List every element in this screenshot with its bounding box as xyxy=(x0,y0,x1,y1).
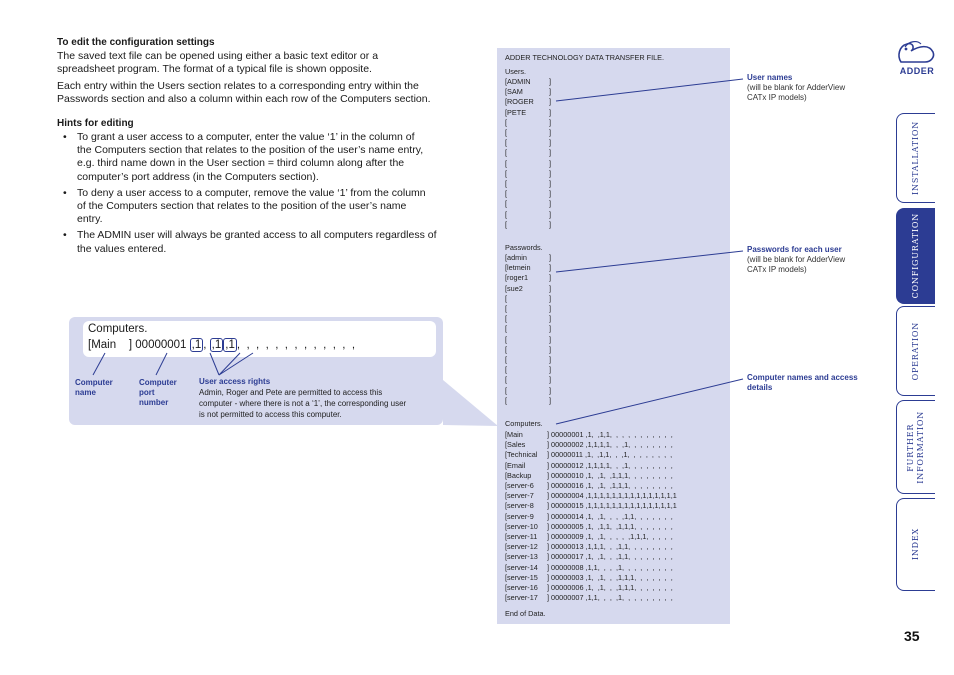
closing-bracket: ] xyxy=(548,263,551,273)
tab-further-information[interactable] xyxy=(896,400,935,494)
user-entry-value: [ADMIN xyxy=(505,77,531,86)
user-entry-value: [ xyxy=(505,219,508,229)
closing-bracket: ] xyxy=(548,314,551,324)
adder-logo-text: ADDER xyxy=(899,66,935,76)
password-entry-value: [ xyxy=(505,365,508,375)
text-line: The saved text file can be opened using either a basic text editor or a xyxy=(57,50,379,62)
tab-label: CONFIGURATION xyxy=(911,213,920,299)
closing-bracket: ] xyxy=(548,283,551,293)
closing-bracket: ] xyxy=(548,209,551,219)
text-line: the values entered. xyxy=(77,242,167,255)
section-heading-edit: To edit the configuration settings xyxy=(57,37,215,48)
tab-label: INSTALLATION xyxy=(911,121,920,195)
callout-row-suffix: , , , , , , , , , , , , , xyxy=(236,339,356,351)
user-entry-value: [PETE xyxy=(505,107,527,117)
file-end: End of Data. xyxy=(505,609,546,618)
tab-configuration[interactable] xyxy=(896,208,935,304)
label-line: number xyxy=(139,398,169,407)
password-entry-value: [ xyxy=(505,385,508,395)
text-line: • To deny a user access to a computer, remove the value ‘1’ from the column xyxy=(77,186,426,199)
computer-access: ] 00000013 ,1,1,1, , ,1,1, , , , , , , , xyxy=(547,542,673,552)
label-line: is not permitted to access this computer. xyxy=(199,410,342,419)
closing-bracket: ] xyxy=(548,355,551,364)
leader-computers xyxy=(556,379,743,424)
label-line: Computer xyxy=(75,378,113,387)
password-entry-value: [letmein xyxy=(505,263,531,273)
leader-passwords xyxy=(556,251,743,272)
label-line: Admin, Roger and Pete are permitted to access this xyxy=(199,388,383,397)
closing-bracket: ] xyxy=(548,385,551,395)
text-line: Each entry within the Users section relates to a corresponding entry within the xyxy=(57,80,419,92)
closing-bracket: ] xyxy=(548,324,551,334)
computer-name: [server-7 xyxy=(505,491,534,501)
closing-bracket: ] xyxy=(548,97,551,107)
computer-access: ] 00000005 ,1, ,1,1, ,1,1,1, , , , , , , xyxy=(547,521,673,531)
users-title: Users. xyxy=(505,67,527,76)
computer-name: [server-12 xyxy=(505,542,538,552)
annotation-line: CATx IP models) xyxy=(747,93,807,102)
user-entry-value: [ xyxy=(505,189,508,199)
label-line: name xyxy=(75,388,96,397)
text-line: • To grant a user access to a computer, enter the value ‘1’ in the column of xyxy=(77,131,415,143)
closing-bracket: ] xyxy=(548,117,551,127)
text-line: Passwords section and also a column within each row of the Computers section. xyxy=(57,93,431,106)
computer-name: [server-10 xyxy=(505,521,538,531)
annotation-title: Passwords for each user xyxy=(747,245,842,254)
closing-bracket: ] xyxy=(548,87,551,97)
user-entry-value: [ xyxy=(505,158,508,168)
tab-index[interactable] xyxy=(896,498,935,591)
tab-operation[interactable] xyxy=(896,306,935,396)
closing-bracket: ] xyxy=(548,128,551,137)
computer-access: ] 00000010 ,1, ,1, ,1,1,1, , , , , , , , xyxy=(547,470,673,480)
annotation-title: User names xyxy=(747,73,793,82)
computer-access: ] 00000016 ,1, ,1, ,1,1,1, , , , , , , , xyxy=(547,481,673,490)
computer-access: ] 00000014 ,1, ,1, , , ,1,1, , , , , , , xyxy=(547,511,673,521)
computer-name: [server-11 xyxy=(505,532,538,541)
password-entry-value: [ xyxy=(505,293,508,303)
computer-access: ] 00000012 ,1,1,1,1, , ,1, , , , , , , , xyxy=(547,460,673,470)
label-line: Computer xyxy=(139,378,177,387)
closing-bracket: ] xyxy=(548,344,551,354)
user-entry-value: [ xyxy=(505,179,508,188)
password-entry-value: [ xyxy=(505,324,508,334)
computer-name: [server-8 xyxy=(505,501,534,511)
tab-label: INDEX xyxy=(911,528,920,561)
callout-roger-right: ,1 xyxy=(211,339,222,351)
user-entry-value: [ xyxy=(505,209,508,219)
closing-bracket: ] xyxy=(548,273,551,283)
computers-title: Computers. xyxy=(505,419,543,428)
user-entry-value: [ xyxy=(505,128,508,137)
annotation-passwords xyxy=(747,245,877,275)
closing-bracket: ] xyxy=(548,148,551,158)
user-entry-value: [ xyxy=(505,138,508,148)
annotation-line: (will be blank for AdderView xyxy=(747,83,846,92)
computer-name: [Backup xyxy=(505,470,532,480)
tab-label: FURTHER INFORMATION xyxy=(906,410,925,484)
adder-logo-icon xyxy=(893,38,939,68)
computer-name: [server-17 xyxy=(505,593,538,603)
password-entry-value: [ xyxy=(505,314,508,324)
computer-access: ] 00000001 ,1, ,1,1, , , , , , , , , , , xyxy=(547,430,673,439)
text-line: computer’s port address (in the Computers section). xyxy=(77,170,319,183)
leader-users xyxy=(556,79,743,101)
computer-name: [Technical xyxy=(505,450,538,460)
annotation-user-names xyxy=(747,73,877,103)
logo-serpent-shape xyxy=(899,44,934,62)
computer-access: ] 00000002 ,1,1,1,1, , ,1, , , , , , , , xyxy=(547,440,673,450)
file-header: ADDER TECHNOLOGY DATA TRANSFER FILE. xyxy=(505,53,665,62)
closing-bracket: ] xyxy=(548,107,551,117)
text-line: • The ADMIN user will always be granted access to all computers regardless of xyxy=(77,229,437,242)
user-entry-value: [ xyxy=(505,199,508,209)
password-entry-value: [sue2 xyxy=(505,283,523,293)
closing-bracket: ] xyxy=(548,168,551,178)
password-entry-value: [admin xyxy=(505,253,527,262)
page-number: 35 xyxy=(904,628,920,644)
callout-pete-right: ,1 xyxy=(225,339,235,351)
computer-access: ] 00000017 ,1, ,1, , ,1,1, , , , , , , , xyxy=(547,552,673,562)
computer-name: [server-13 xyxy=(505,552,538,562)
closing-bracket: ] xyxy=(548,179,551,188)
computer-access: ] 00000015 ,1,1,1,1,1,1,1,1,1,1,1,1,1,1,1 xyxy=(547,501,677,511)
annotation-line: (will be blank for AdderView xyxy=(747,255,846,264)
computer-name: [server-15 xyxy=(505,572,538,582)
annotation-title: details xyxy=(747,383,773,392)
text-line: spreadsheet program. The format of a typical file is shown opposite. xyxy=(57,63,372,76)
computer-access: ] 00000003 ,1, ,1, , ,1,1,1, , , , , , , xyxy=(547,572,673,582)
passwords-title: Passwords. xyxy=(505,243,543,252)
closing-bracket: ] xyxy=(548,158,551,168)
computer-name: [Email xyxy=(505,460,526,470)
computer-name: [Main xyxy=(505,430,523,439)
closing-bracket: ] xyxy=(548,334,551,344)
text-line: entry. xyxy=(77,213,103,226)
computer-access: ] 00000008 ,1,1, , , ,1, , , , , , , , , xyxy=(547,562,673,572)
computer-name: [Sales xyxy=(505,440,526,450)
closing-bracket: ] xyxy=(548,199,551,209)
password-entry-value: [roger1 xyxy=(505,273,529,283)
password-entry-value: [ xyxy=(505,344,508,354)
computer-access: ] 00000006 ,1, ,1, , ,1,1,1, , , , , , , xyxy=(547,583,673,592)
annotation-line: CATx IP models) xyxy=(747,265,807,274)
text-line: of the Computers section that relates to the position of the user’s name xyxy=(77,200,407,213)
computer-name: [server-14 xyxy=(505,562,538,572)
closing-bracket: ] xyxy=(548,189,551,199)
user-entry-value: [ xyxy=(505,117,508,127)
computer-access: ] 00000009 ,1, ,1, , , , ,1,1,1, , , , , xyxy=(547,532,673,541)
text-line: e.g. third name down in the User section = third column along after the xyxy=(77,157,405,170)
user-entry-value: [ xyxy=(505,148,508,158)
callout-admin-right: ,1 xyxy=(191,339,202,351)
closing-bracket: ] xyxy=(548,375,551,385)
password-entry-value: [ xyxy=(505,334,508,344)
section-heading-hints: Hints for editing xyxy=(57,118,134,129)
computer-access: ] 00000011 ,1, ,1,1, , ,1, , , , , , , , xyxy=(547,450,673,460)
callout-computers-title: Computers. xyxy=(88,323,148,335)
user-entry-value: [ROGER xyxy=(505,97,534,107)
closing-bracket: ] xyxy=(548,77,551,86)
password-entry-value: [ xyxy=(505,395,508,405)
password-entry-value: [ xyxy=(505,304,508,313)
label-line: computer - where there is not a ‘1’, the corresponding user xyxy=(199,399,407,408)
logo-serpent-eye xyxy=(905,48,908,51)
closing-bracket: ] xyxy=(548,219,551,229)
computer-access: ] 00000007 ,1,1, , , ,1, , , , , , , , , xyxy=(547,593,673,603)
annotation-title: Computer names and access xyxy=(747,373,858,382)
closing-bracket: ] xyxy=(548,365,551,375)
computer-name: [server-16 xyxy=(505,583,538,592)
text-line: the Computers section that relates to the position of the user’s name entry, xyxy=(77,144,424,157)
password-entry-value: [ xyxy=(505,355,508,364)
password-entry-value: [ xyxy=(505,375,508,385)
label-line: port xyxy=(139,388,155,397)
closing-bracket: ] xyxy=(548,138,551,148)
closing-bracket: ] xyxy=(548,293,551,303)
tab-label: OPERATION xyxy=(911,321,920,381)
computer-name: [server-6 xyxy=(505,481,534,490)
closing-bracket: ] xyxy=(548,253,551,262)
annotation-computers xyxy=(747,373,877,393)
callout-separator: , xyxy=(203,339,207,351)
computer-name: [server-9 xyxy=(505,511,534,521)
label-rights-title: User access rights xyxy=(199,377,271,386)
tab-installation[interactable] xyxy=(896,113,935,203)
callout-row-prefix: [Main ] 00000001 xyxy=(88,339,187,351)
user-entry-value: [SAM xyxy=(505,87,523,97)
user-entry-value: [ xyxy=(505,168,508,178)
computer-access: ] 00000004 ,1,1,1,1,1,1,1,1,1,1,1,1,1,1,1 xyxy=(547,491,677,501)
closing-bracket: ] xyxy=(548,395,551,405)
closing-bracket: ] xyxy=(548,304,551,313)
